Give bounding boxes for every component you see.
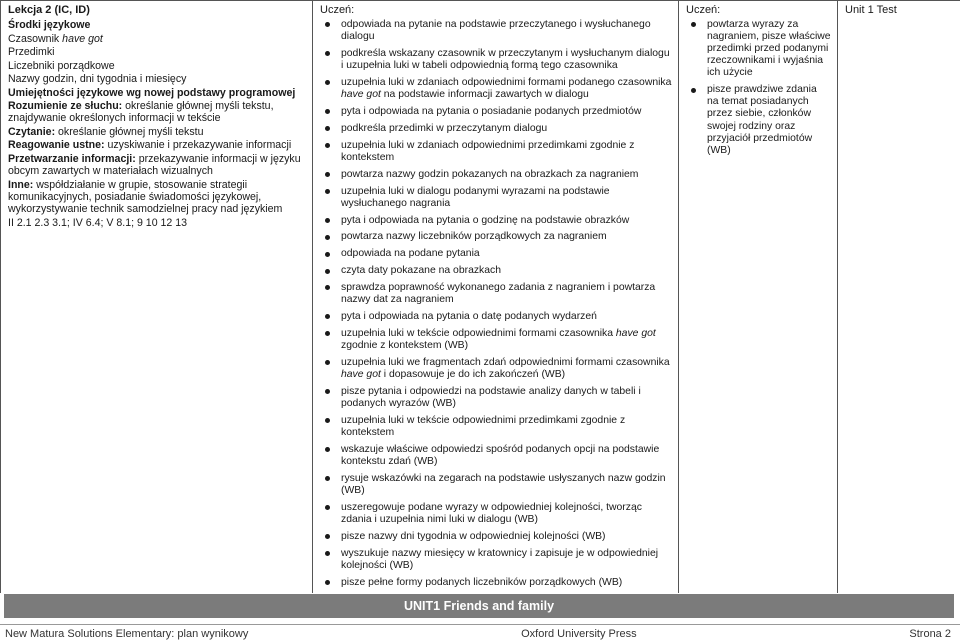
objective-text: określanie głównej myśli tekstu, znajdywanie określonych informacji w tekście — [8, 100, 274, 125]
objective-line — [8, 217, 306, 229]
basic-requirement-item — [320, 106, 672, 118]
basic-requirement-item-text: czyta daty pokazane na obrazkach — [341, 265, 501, 277]
basic-requirement-item — [320, 282, 672, 306]
basic-requirement-item-text: powtarza nazwy liczebników porządkowych za nagraniem — [341, 231, 607, 243]
basic-header: Uczeń: — [320, 4, 355, 16]
extended-header: Uczeń: — [686, 4, 721, 16]
basic-requirement-item — [320, 140, 672, 164]
extended-requirement-item — [686, 84, 831, 157]
basic-requirement-item — [320, 265, 672, 277]
lesson-title: Lekcja 2 (IC, ID) — [8, 4, 90, 16]
objective-line — [8, 100, 306, 124]
objective-line — [8, 73, 306, 85]
objective-line — [8, 33, 306, 45]
basic-requirement-item — [320, 531, 672, 543]
basic-requirement-item-text-after: zgodnie z kontekstem (WB) — [341, 340, 469, 352]
unit-title-band: UNIT1 Friends and family — [4, 594, 954, 618]
basic-requirement-item-text: pisze pytania i odpowiedzi na podstawie analizy danych w tabeli i podanych wyrazów (WB) — [341, 386, 641, 410]
extended-requirements-list — [686, 19, 831, 157]
basic-requirement-item — [320, 328, 672, 352]
basic-requirement-item-text: wskazuje właściwe odpowiedzi spośród podanych opcji na podstawie kontekstu zdań (WB) — [341, 443, 660, 468]
objective-line — [8, 179, 306, 216]
basic-requirement-item-text: pisze nazwy dni tygodnia w odpowiedniej kolejności (WB) — [341, 530, 606, 542]
basic-requirement-item-text-after: na podstawie informacji zawartych w dialogu — [380, 89, 589, 101]
basic-requirement-item — [320, 548, 672, 572]
basic-requirement-item-text: podkreśla wskazany czasownik w przeczytanym i wysłuchanym dialogu i uzupełnia luki w tabeli odpowiednią formą tego czasownika — [341, 47, 670, 72]
objective-text: Przedimki — [8, 46, 55, 59]
basic-requirements-list — [320, 19, 672, 593]
basic-requirements-column — [313, 0, 679, 593]
basic-requirement-item-text: odpowiada na podane pytania — [341, 248, 480, 260]
basic-requirement-item — [320, 577, 672, 589]
basic-requirement-item-text: uzupełnia luki w tekście odpowiednimi formami czasownika — [341, 328, 616, 340]
basic-requirement-item — [320, 77, 672, 101]
objective-line — [8, 46, 306, 58]
objective-text: określanie głównej myśli tekstu — [55, 125, 204, 138]
basic-requirement-item-text-after: i dopasowuje je do ich zakończeń (WB) — [380, 369, 566, 381]
extended-requirement-item — [686, 19, 831, 79]
basic-requirement-item-text: pyta i odpowiada na pytania o posiadanie podanych przedmiotów — [341, 105, 642, 117]
basic-requirement-item — [320, 123, 672, 135]
objective-text: uzyskiwanie i przekazywanie informacji — [104, 139, 292, 152]
basic-requirement-item — [320, 169, 672, 181]
footer-publisher: Oxford University Press — [521, 627, 637, 640]
basic-requirement-item — [320, 444, 672, 468]
basic-requirement-item-italic: have got — [615, 328, 656, 340]
page-footer — [0, 625, 960, 642]
basic-requirement-item — [320, 311, 672, 323]
basic-requirement-item — [320, 248, 672, 260]
basic-requirement-item-text: wyszukuje nazwy miesięcy w kratownicy i zapisuje je w odpowiedniej kolejności (WB) — [341, 547, 659, 571]
objective-label: Inne: — [8, 178, 34, 191]
objective-italic: have got — [62, 32, 103, 45]
objective-line — [8, 139, 306, 151]
objective-text: przekazywanie informacji w języku obcym zawartych w materiałach wizualnych — [8, 152, 301, 178]
objective-text: Nazwy godzin, dni tygodnia i miesięcy — [8, 73, 187, 86]
basic-requirement-item-text: uzupełnia luki w tekście odpowiednimi przedimkami zgodnie z kontekstem — [341, 414, 626, 439]
objective-text: II 2.1 2.3 3.1; IV 6.4; V 8.1; 9 10 12 13 — [8, 216, 188, 229]
basic-requirement-item-text: odpowiada na pytanie na podstawie przeczytanego i wysłuchanego dialogu — [341, 19, 651, 43]
basic-requirement-item-text: uszeregowuje podane wyrazy w odpowiedniej kolejności, tworząc zdania i uzupełnia nimi luki w dialogu (WB) — [341, 501, 642, 526]
objective-label: Umiejętności językowe wg nowej podstawy programowej — [8, 86, 296, 99]
basic-requirement-item-italic: have got — [341, 369, 381, 381]
basic-requirement-item — [320, 19, 672, 43]
basic-requirement-item — [320, 48, 672, 72]
basic-requirement-item — [320, 415, 672, 439]
basic-requirement-item — [320, 502, 672, 526]
extended-requirements-column — [679, 0, 838, 593]
basic-requirement-item-text: podkreśla przedimki w przeczytanym dialogu — [341, 122, 548, 134]
objective-label: Przetwarzanie informacji: — [8, 152, 136, 165]
objective-label: Środki językowe — [8, 19, 91, 32]
basic-requirement-item-text: pyta i odpowiada na pytania o datę podanych wydarzeń — [341, 311, 597, 323]
basic-requirement-item-text: uzupełnia luki w zdaniach odpowiednimi formami podanego czasownika — [341, 76, 672, 88]
objective-label: Rozumienie ze słuchu: — [8, 100, 123, 113]
basic-requirement-item — [320, 231, 672, 243]
basic-requirement-item-text: pyta i odpowiada na pytania o godzinę na podstawie obrazków — [341, 214, 630, 226]
objective-text: Liczebniki porządkowe — [8, 59, 115, 72]
lesson-objectives-column — [1, 0, 313, 593]
objective-line — [8, 19, 306, 31]
basic-requirement-item-italic: have got — [341, 89, 381, 101]
objective-label: Czytanie: — [8, 125, 56, 138]
basic-requirement-item-text: uzupełnia luki we fragmentach zdań odpowiednimi formami czasownika — [341, 357, 670, 369]
basic-requirement-item — [320, 473, 672, 497]
objective-line — [8, 126, 306, 138]
objective-text: współdziałanie w grupie, stosowanie strategii komunikacyjnych, posiadanie świadomości językowej, wykorzystywanie technik samodzielnej pracy nad językiem — [8, 178, 283, 216]
basic-requirement-item-text: sprawdza poprawność wykonanego zadania z nagraniem i powtarza nazwy dat za nagraniem — [341, 282, 656, 306]
basic-requirement-item — [320, 215, 672, 227]
objective-line — [8, 60, 306, 72]
basic-requirement-item-text: powtarza nazwy godzin pokazanych na obrazkach za nagraniem — [341, 168, 639, 180]
objective-line — [8, 153, 306, 177]
objective-line — [8, 87, 306, 99]
basic-requirement-item-text: uzupełnia luki w zdaniach odpowiednimi przedimkami zgodnie z kontekstem — [341, 139, 635, 163]
objective-text: Czasownik — [8, 32, 63, 45]
basic-requirement-item-text: uzupełnia luki w dialogu podanymi wyrazami na podstawie wysłuchanego nagrania — [341, 185, 610, 209]
basic-requirement-item-text: rysuje wskazówki na zegarach na podstawie usłyszanych nazw godzin (WB) — [341, 472, 666, 497]
basic-requirement-item-text: pisze pełne formy podanych liczebników porządkowych (WB) — [341, 576, 623, 588]
extended-requirement-item-text: powtarza wyrazy za nagraniem, pisze właściwe przedimki przed podanymi rzeczownikami i wyjaśnia ich użycie — [707, 19, 831, 79]
basic-requirement-item — [320, 186, 672, 210]
basic-requirement-item — [320, 386, 672, 410]
assessment-label: Unit 1 Test — [845, 4, 897, 16]
extended-requirement-item-text: pisze prawdziwe zdania na temat posiadanych przez siebie, członków swojej rodziny oraz przyjaciół przedmiotów (WB) — [707, 84, 817, 156]
footer-page-number: Strona 2 — [909, 627, 951, 640]
footer-course-title: New Matura Solutions Elementary: plan wynikowy — [5, 627, 249, 640]
basic-requirement-item — [320, 357, 672, 381]
objective-label: Reagowanie ustne: — [8, 139, 105, 152]
assessment-column — [838, 0, 960, 593]
